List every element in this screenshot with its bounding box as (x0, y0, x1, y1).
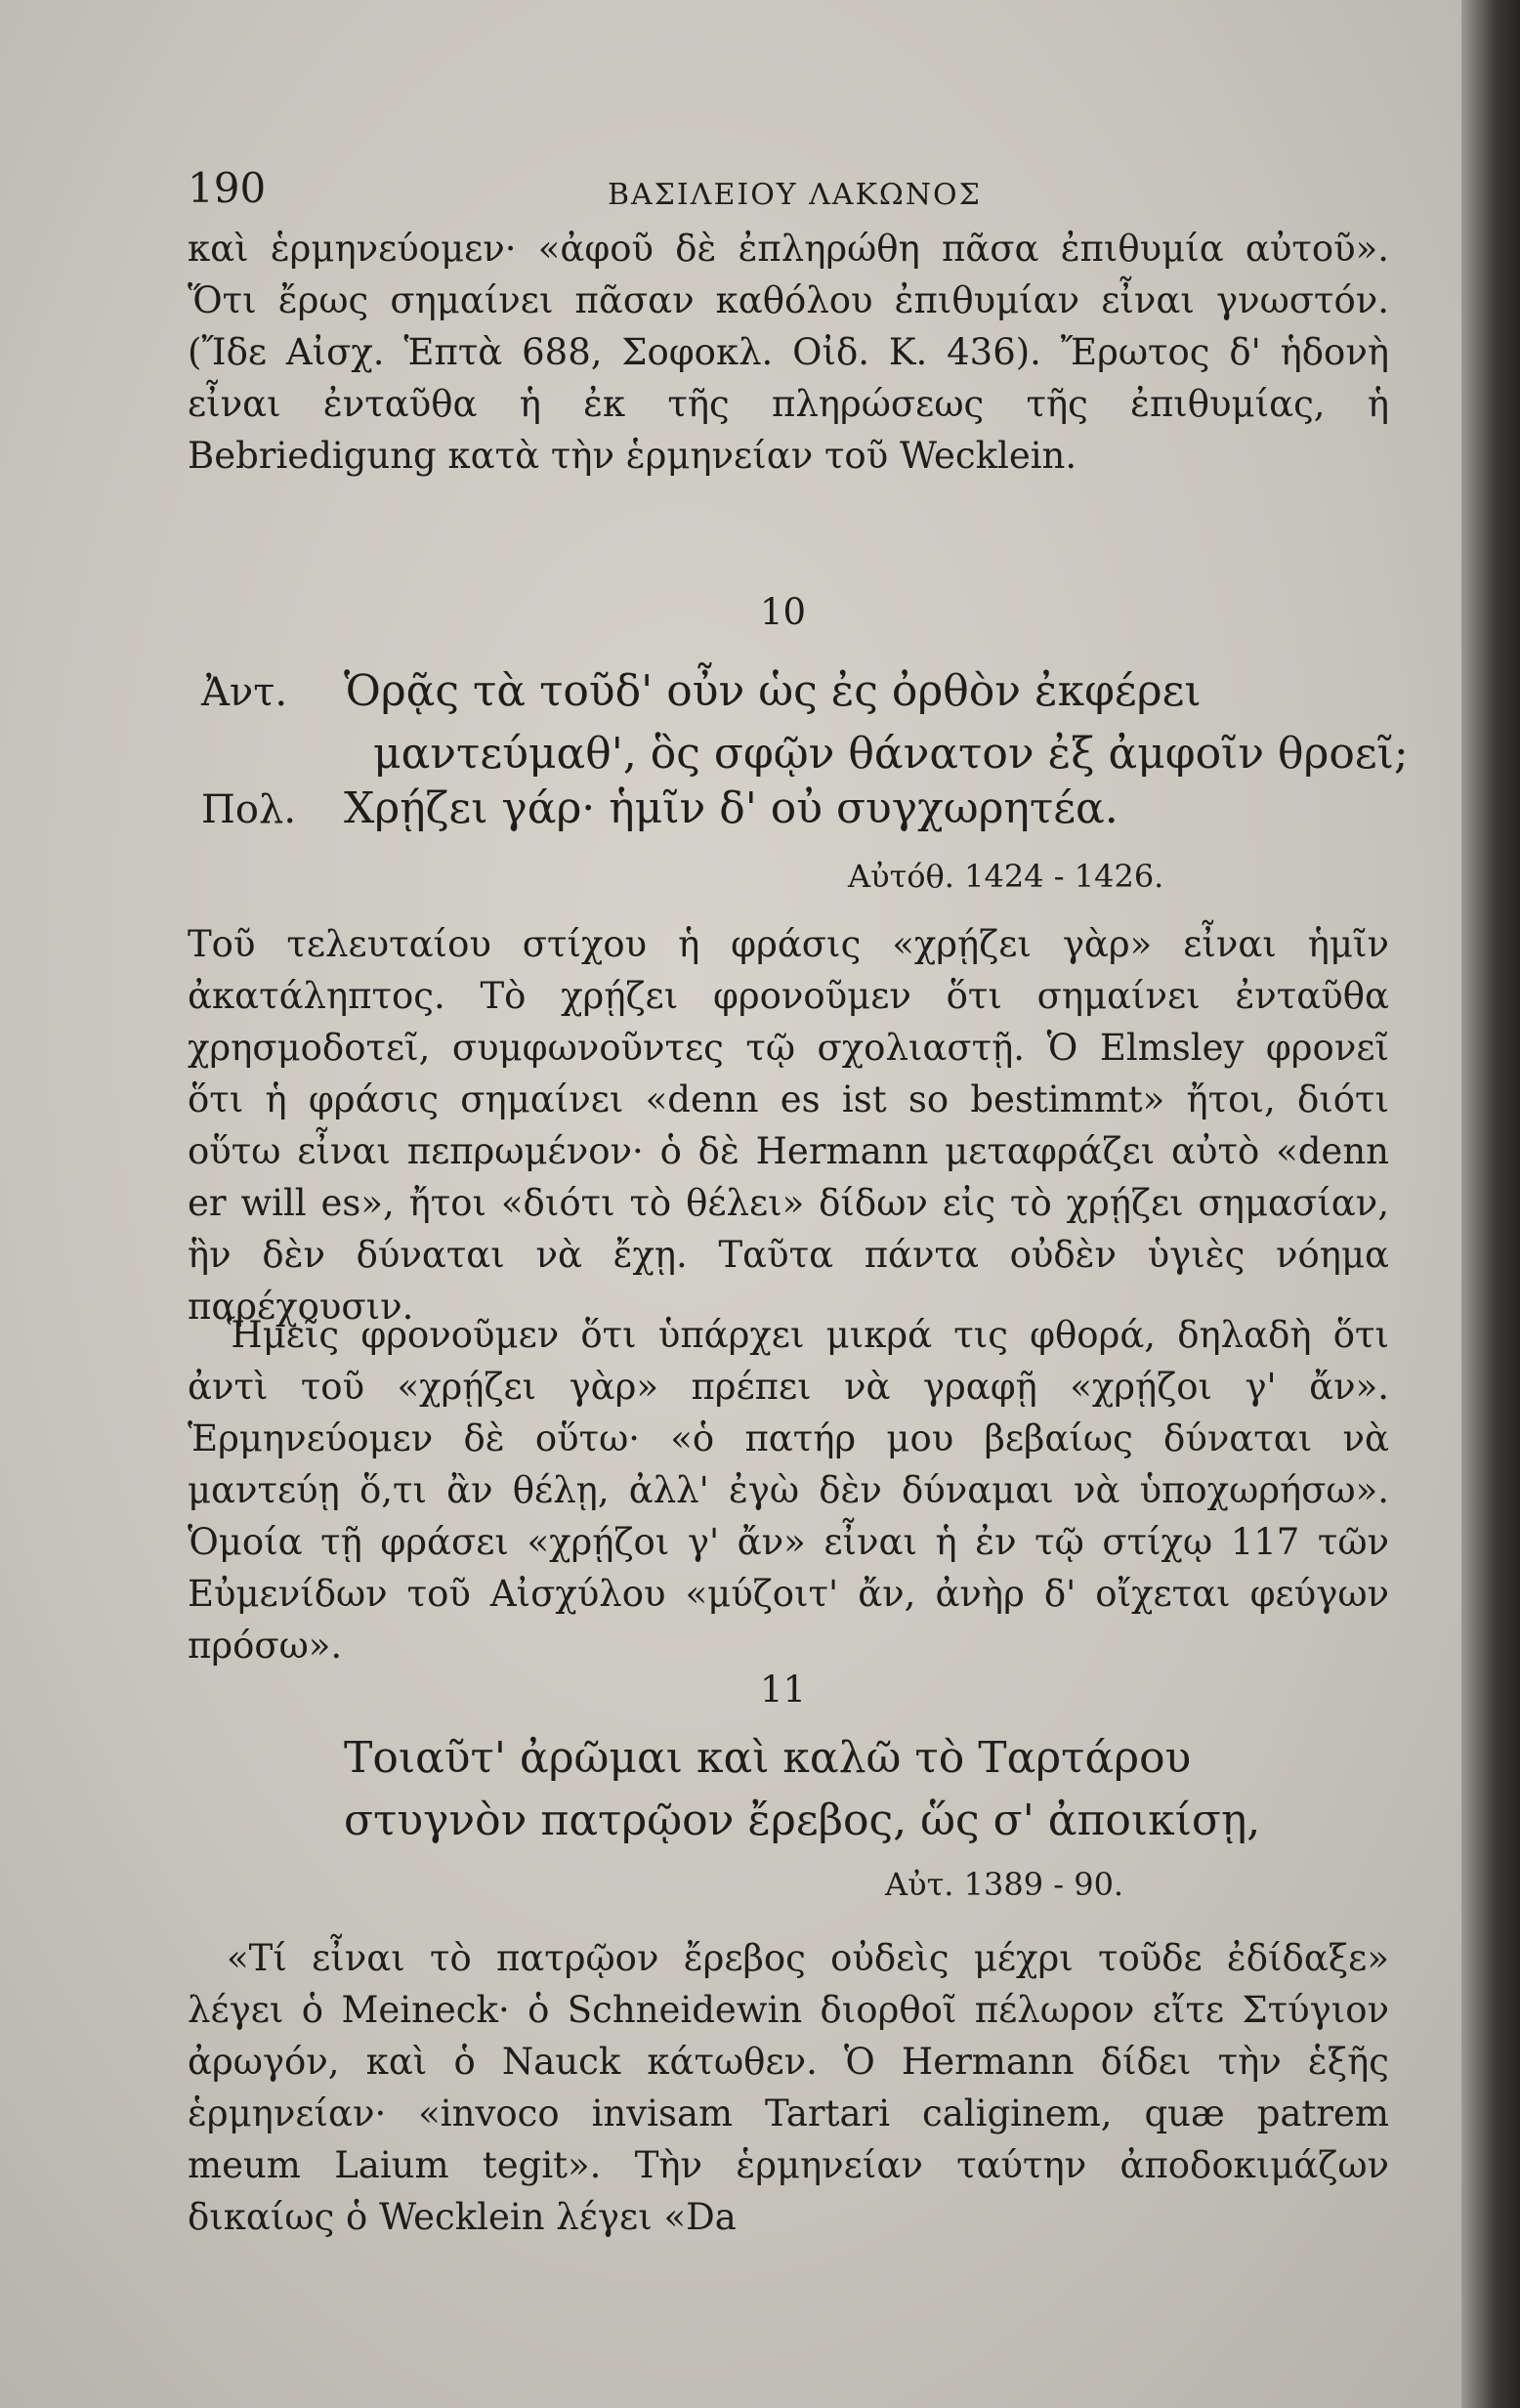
citation-11: Αὐτ. 1389 - 90. (885, 1866, 1124, 1903)
speaker-polyneikes: Πολ. (201, 787, 297, 832)
paragraph-3: Ἡμεῖς φρονοῦμεν ὅτι ὑπάρχει μικρά τις φθορά, δηλαδὴ ὅτι ἀντὶ τοῦ «χρῄζει γὰρ» πρέπει νὰ γραφῇ «χρῄζοι γ' ἄν». Ἑρμηνεύομεν δὲ οὕτω· «ὁ πατήρ μου βεβαίως δύναται νὰ μαντεύῃ ὅ,τι ἂν θέλῃ, ἀλλ' ἐγὼ δὲν δύναμαι νὰ ὑποχωρήσω». Ὁμοία τῇ φράσει «χρῄζοι γ' ἄν» εἶναι ἡ ἐν τῷ στίχῳ 117 τῶν Εὐμενίδων τοῦ Αἰσχύλου «μύζοιτ' ἄν, ἀνὴρ δ' οἴχεται φεύγων πρόσω». (188, 1314, 1389, 1667)
citation-10: Αὐτόθ. 1424 - 1426. (848, 858, 1164, 895)
section-number-11: 11 (760, 1669, 807, 1711)
verse-line-5: στυγνὸν πατρῷον ἔρεβος, ὥς σ' ἀποικίσῃ, (344, 1795, 1261, 1845)
verse-line-2: μαντεύμαθ', ὃς σφῷν θάνατον ἐξ ἀμφοῖν θροεῖ; (373, 729, 1409, 779)
verse-line-1: Ὁρᾷς τὰ τοῦδ' οὖν ὡς ἐς ὀρθὸν ἐκφέρει (344, 666, 1202, 716)
running-head: ΒΑΣΙΛΕΙΟΥ ΛΑΚΩΝΟΣ (608, 178, 982, 212)
page-number: 190 (188, 164, 267, 212)
section-number-10: 10 (760, 591, 807, 633)
page-header (188, 164, 1389, 223)
paragraph-1: καὶ ἑρμηνεύομεν· «ἀφοῦ δὲ ἐπληρώθη πᾶσα ἐπιθυμία αὐτοῦ». Ὅτι ἔρως σημαίνει πᾶσαν καθόλου ἐπιθυμίαν εἶναι γνωστόν. (Ἴδε Αἰσχ. Ἑπτὰ 688, Σοφοκλ. Οἰδ. Κ. 436). Ἔρωτος δ' ἡδονὴ εἶναι ἐνταῦθα ἡ ἐκ τῆς πληρώσεως τῆς ἐπιθυμίας, ἡ Bebriedigung κατὰ τὴν ἑρμηνείαν τοῦ Wecklein. (188, 228, 1389, 477)
page-edge-shadow (1461, 0, 1520, 2408)
verse-line-3: Χρῄζει γάρ· ἡμῖν δ' οὐ συγχωρητέα. (344, 783, 1119, 833)
paragraph-4: «Τί εἶναι τὸ πατρῷον ἔρεβος οὐδεὶς μέχρι τοῦδε ἐδίδαξε» λέγει ὁ Meineck· ὁ Schneidewin διορθοῖ πέλωρον εἴτε Στύγιον ἀρωγόν, καὶ ὁ Nauck κάτωθεν. Ὁ Hermann δίδει τὴν ἑξῆς ἑρμηνείαν· «invoco invisam Tartari caliginem, quæ patrem meum Laium tegit». Τὴν ἑρμηνείαν ταύτην ἀποδοκιμάζων δικαίως ὁ Wecklein λέγει «Da (188, 1937, 1389, 2238)
speaker-antigone: Ἀντ. (201, 670, 288, 715)
verse-line-4: Τοιαῦτ' ἀρῶμαι καὶ καλῶ τὸ Ταρτάρου (344, 1733, 1192, 1783)
paragraph-2: Τοῦ τελευταίου στίχου ἡ φράσις «χρῄζει γὰρ» εἶναι ἡμῖν ἀκατάληπτος. Τὸ χρῄζει φρονοῦμεν ὅτι σημαίνει ἐνταῦθα χρησμοδοτεῖ, συμφωνοῦντες τῷ σχολιαστῇ. Ὁ Elmsley φρονεῖ ὅτι ἡ φράσις σημαίνει «denn es ist so bestimmt» ἤτοι, διότι οὕτω εἶναι πεπρωμένον· ὁ δὲ Hermann μεταφράζει αὐτὸ «denn er will es», ἤτοι «διότι τὸ θέλει» δίδων εἰς τὸ χρῄζει σημασίαν, ἣν δὲν δύναται νὰ ἔχῃ. Ταῦτα πάντα οὐδὲν ὑγιὲς νόημα παρέχουσιν. (188, 923, 1389, 1328)
